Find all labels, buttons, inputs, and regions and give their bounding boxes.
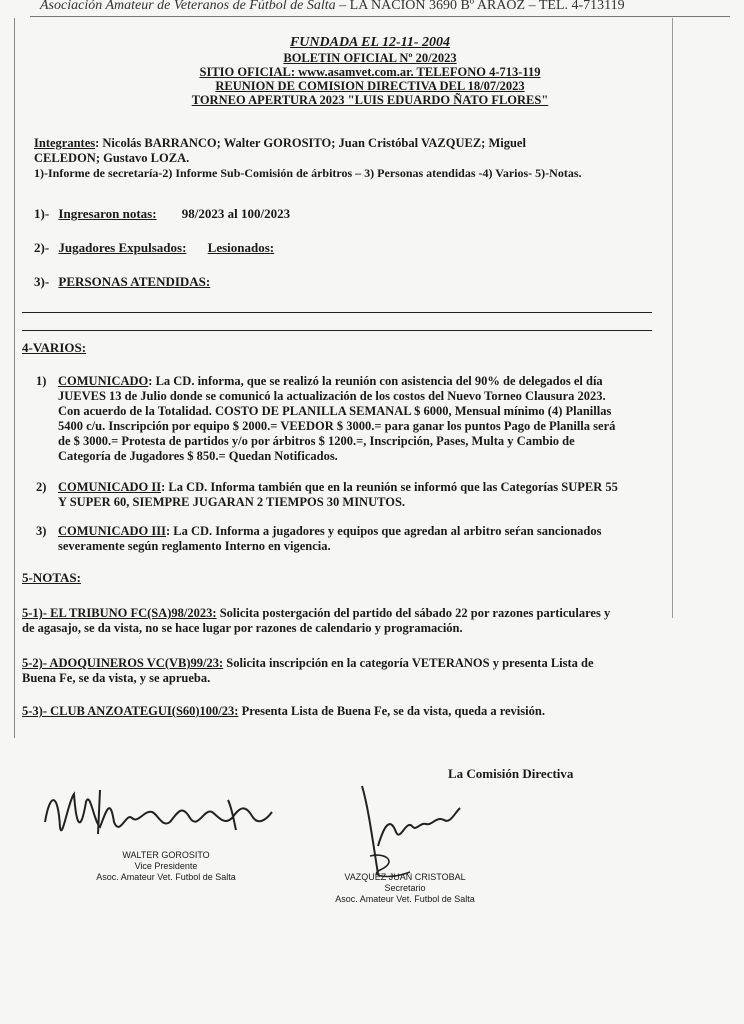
item-label: COMUNICADO <box>58 374 149 388</box>
item-number: 2) <box>36 480 47 494</box>
section-number: 2)- <box>34 240 50 255</box>
note-line: Presenta Lista de Buena Fe, se da vista, queda a revisión. <box>238 704 545 718</box>
item-line: JUEVES 13 de Julio donde se comunicó la actualización de los costos del Nuevo Torneo Clausura 2023. <box>58 389 606 403</box>
tournament-title: TORNEO APERTURA 2023 "LUIS EDUARDO ÑATO FLORES" <box>191 93 549 107</box>
title-block <box>120 34 620 107</box>
item-line: de $ 3000.= Protesta de partidos y/o por árbitros $ 1200.=, Inscripción, Pases, Multa y Cambio de <box>58 434 575 448</box>
signer-role: Secretario <box>384 883 426 893</box>
signer-org: Asoc. Amateur Vet. Futbol de Salta <box>335 894 475 904</box>
association-address: – LA NACION 3690 Bº ARAOZ – TEL. 4-713119 <box>339 0 625 13</box>
section-number: 3)- <box>34 274 50 289</box>
note-line: Buena Fe, se da vista, y se aprueba. <box>22 671 211 685</box>
item-number: 3) <box>36 524 47 538</box>
item-number: 1) <box>36 374 47 388</box>
founded-date: FUNDADA EL 12-11- 2004 <box>289 35 451 50</box>
section-attended-persons <box>34 274 210 289</box>
signature-block-vazquez <box>330 872 480 905</box>
header-rule <box>30 16 730 17</box>
note-5-1 <box>22 606 662 636</box>
item-line: severamente según reglamento Interno en vigencia. <box>58 539 331 553</box>
members-line-1: : Nicolás BARRANCO; Walter GOROSITO; Juan Cristóbal VAZQUEZ; Miguel <box>95 136 526 150</box>
signer-name: WALTER GOROSITO <box>122 850 210 860</box>
signature-block-gorosito <box>96 850 236 883</box>
item-line: Categoría de Jugadores $ 850.= Quedan Notificados. <box>58 449 338 463</box>
item-line: Y SUPER 60, SIEMPRE JUGARAN 2 TIEMPOS 30 MINUTOS. <box>58 495 406 509</box>
signer-role: Vice Presidente <box>134 861 198 871</box>
item-line: Con acuerdo de la Totalidad. COSTO DE PLANILLA SEMANAL $ 6000, Mensual mínimo (4) Planillas <box>58 404 612 418</box>
note-5-2 <box>22 656 662 686</box>
note-label: 5-3)- CLUB ANZOATEGUI(S60)100/23: <box>22 704 239 718</box>
association-name: Asociación Amateur de Veteranos de Fútbol de Salta <box>40 0 336 13</box>
meeting-title: REUNION DE COMISION DIRECTIVA DEL 18/07/2023 <box>215 79 525 93</box>
varios-heading: 4-VARIOS: <box>22 340 87 355</box>
note-line: de agasajo, se da vista, no se hace lugar por razones de calendario y programación. <box>22 621 463 635</box>
item-label: COMUNICADO II <box>58 480 162 494</box>
members-paragraph <box>34 136 654 181</box>
members-label: Integrantes <box>34 136 96 150</box>
agenda: 1)-Informe de secretaría-2) Informe Sub-Comisión de árbitros – 3) Personas atendidas -4) Varios- 5)-Notas. <box>34 166 582 180</box>
section-label: PERSONAS ATENDIDAS: <box>58 274 211 289</box>
divider-rule <box>22 312 652 313</box>
note-label: 5-1)- EL TRIBUNO FC(SA)98/2023: <box>22 606 217 620</box>
divider-rule <box>22 330 652 331</box>
closing-signature-line: La Comisión Directiva <box>448 766 574 781</box>
official-site: SITIO OFICIAL: www.asamvet.com.ar. TELEFONO 4-713-119 <box>199 65 541 79</box>
notas-heading: 5-NOTAS: <box>22 570 81 585</box>
section-expelled-players <box>34 240 274 255</box>
section-notes-received <box>34 206 290 221</box>
signer-org: Asoc. Amateur Vet. Futbol de Salta <box>96 872 236 882</box>
signature-scribble-gorosito <box>40 782 280 852</box>
notes-range: 98/2023 al 100/2023 <box>181 206 291 221</box>
note-line: Solicita inscripción en la categoría VETERANOS y presenta Lista de <box>223 656 594 670</box>
members-line-2: CELEDON; Gustavo LOZA. <box>34 151 190 165</box>
left-margin-line <box>14 18 15 738</box>
item-label: COMUNICADO III <box>58 524 166 538</box>
item-line: : La CD. informa, que se realizó la reunión con asistencia del 90% de delegados el día <box>148 374 603 388</box>
bulletin-number: BOLETIN OFICIAL Nº 20/2023 <box>283 51 457 65</box>
note-5-3 <box>22 704 662 719</box>
item-line: 5400 c/u. Inscripción por equipo $ 2000.= VEEDOR $ 3000.= para ganar los puntos Pago de Planilla será <box>58 419 616 433</box>
section-number: 1)- <box>34 206 50 221</box>
signer-name: VAZQUEZ JUAN CRISTOBAL <box>344 872 466 882</box>
section-label: Ingresaron notas: <box>58 206 157 221</box>
item-line: : La CD. Informa también que en la reunión se informó que las Categorías SUPER 55 <box>161 480 618 494</box>
item-line: : La CD. Informa a jugadores y equipos que agredan al arbitro seŕan sancionados <box>166 524 602 538</box>
letterhead <box>40 0 730 14</box>
section-label: Jugadores Expulsados: <box>58 240 187 255</box>
signature-scribble-vazquez <box>350 776 490 886</box>
right-margin-line <box>672 18 673 618</box>
note-label: 5-2)- ADOQUINEROS VC(VB)99/23: <box>22 656 224 670</box>
injured-label: Lesionados: <box>207 240 275 255</box>
note-line: Solicita postergación del partido del sábado 22 por razones particulares y <box>216 606 611 620</box>
